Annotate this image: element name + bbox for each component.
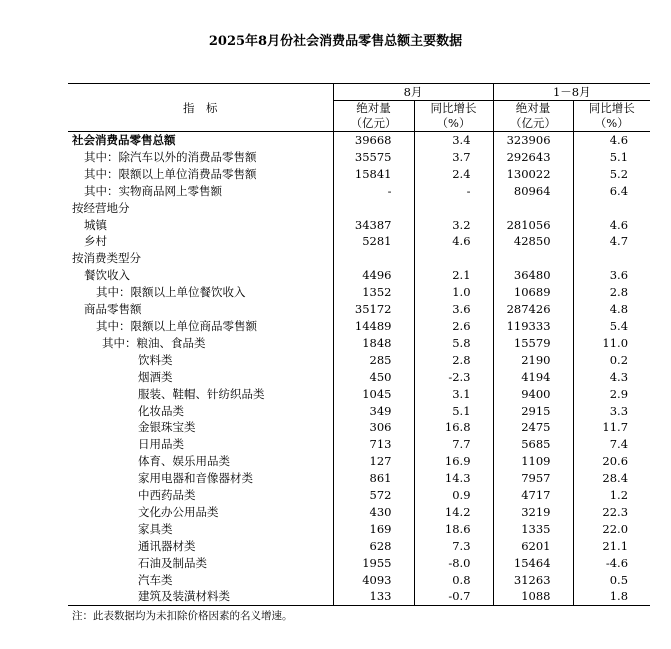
aug-growth-value: 3.4	[414, 132, 493, 149]
aug-growth-value: 3.1	[414, 386, 493, 403]
row-label: 其中：限额以上单位消费品零售额	[84, 166, 257, 181]
ytd-growth-value: 4.8	[573, 301, 650, 318]
ytd-absolute-value: 1088	[493, 588, 573, 605]
ytd-growth-value: 20.6	[573, 453, 650, 470]
table-row	[68, 386, 650, 403]
abs-header-1: 绝对量	[333, 101, 414, 117]
document-title: 2025年8月份社会消费品零售总额主要数据	[208, 34, 463, 49]
table-body	[68, 84, 650, 606]
period-header-august: 8月	[333, 84, 493, 101]
table-row	[68, 352, 650, 369]
aug-growth-value: 0.8	[414, 572, 493, 589]
ytd-growth-value: 11.0	[573, 335, 650, 352]
abs-header-2: 绝对量	[493, 101, 573, 117]
aug-growth-value: 3.7	[414, 149, 493, 166]
aug-growth-value: -0.7	[414, 588, 493, 605]
aug-growth-value: 3.2	[414, 217, 493, 234]
ytd-absolute-value: 287426	[493, 301, 573, 318]
row-label: 金银珠宝类	[138, 420, 196, 435]
aug-growth-value: 5.1	[414, 403, 493, 420]
table-row	[68, 284, 650, 301]
table-row	[68, 301, 650, 318]
aug-absolute-value: 572	[333, 487, 414, 504]
ytd-absolute-value: 10689	[493, 284, 573, 301]
table-row	[68, 538, 650, 555]
table-row	[68, 369, 650, 386]
aug-absolute-value: 1955	[333, 555, 414, 572]
aug-growth-value: 16.9	[414, 453, 493, 470]
row-label: 通讯器材类	[138, 538, 196, 553]
ytd-absolute-value: 7957	[493, 470, 573, 487]
aug-growth-value: 2.6	[414, 318, 493, 335]
aug-growth-value: 2.4	[414, 166, 493, 183]
ytd-growth-value: 22.0	[573, 521, 650, 538]
ytd-absolute-value: 31263	[493, 572, 573, 589]
aug-absolute-value: 34387	[333, 217, 414, 234]
table-row	[68, 403, 650, 420]
table-row	[68, 572, 650, 589]
row-label: 城镇	[84, 217, 107, 232]
aug-growth-value: 4.6	[414, 233, 493, 250]
abs-unit-1: （亿元）	[333, 116, 414, 132]
row-label: 汽车类	[138, 572, 173, 587]
ytd-absolute-value: 2475	[493, 419, 573, 436]
ytd-absolute-value: 323906	[493, 132, 573, 149]
aug-growth-value: 7.7	[414, 436, 493, 453]
aug-absolute-value: 713	[333, 436, 414, 453]
row-label: 按消费类型分	[72, 251, 141, 266]
table-row	[68, 521, 650, 538]
ytd-growth-value: 4.6	[573, 132, 650, 149]
ytd-absolute-value	[493, 250, 573, 267]
aug-absolute-value: 4496	[333, 267, 414, 284]
ytd-absolute-value: 1109	[493, 453, 573, 470]
row-label: 建筑及装潢材料类	[68, 588, 333, 605]
growth-header-2: 同比增长	[573, 101, 650, 117]
ytd-growth-value: 0.2	[573, 352, 650, 369]
row-label: 其中：粮油、食品类	[102, 335, 206, 350]
aug-growth-value: 2.8	[414, 352, 493, 369]
aug-absolute-value: 127	[333, 453, 414, 470]
aug-growth-value: -	[414, 183, 493, 200]
table-row	[68, 588, 650, 605]
row-label: 乡村	[84, 234, 107, 249]
row-label: 日用品类	[138, 437, 184, 452]
aug-growth-value: 16.8	[414, 419, 493, 436]
ytd-growth-value: 7.4	[573, 436, 650, 453]
ytd-absolute-value: 292643	[493, 149, 573, 166]
ytd-growth-value: -4.6	[573, 555, 650, 572]
ytd-absolute-value: 5685	[493, 436, 573, 453]
aug-growth-value: 18.6	[414, 521, 493, 538]
ytd-growth-value: 22.3	[573, 504, 650, 521]
table-row	[68, 132, 650, 149]
aug-growth-value: 3.6	[414, 301, 493, 318]
table-row	[68, 470, 650, 487]
ytd-growth-value: 5.1	[573, 149, 650, 166]
ytd-growth-value: 2.8	[573, 284, 650, 301]
ytd-absolute-value: 2915	[493, 403, 573, 420]
aug-growth-value: 1.0	[414, 284, 493, 301]
header-row-periods	[68, 84, 650, 101]
ytd-absolute-value: 281056	[493, 217, 573, 234]
row-label: 餐饮收入	[84, 268, 130, 283]
aug-absolute-value	[333, 250, 414, 267]
ytd-absolute-value: 2190	[493, 352, 573, 369]
aug-absolute-value	[333, 200, 414, 217]
aug-absolute-value: 39668	[333, 132, 414, 149]
ytd-absolute-value: 1335	[493, 521, 573, 538]
table-footnote: 注：此表数据均为未扣除价格因素的名义增速。	[72, 610, 293, 622]
ytd-growth-value: 2.9	[573, 386, 650, 403]
table-row	[68, 335, 650, 352]
ytd-growth-value: 5.2	[573, 166, 650, 183]
row-label: 烟酒类	[138, 369, 173, 384]
row-label: 文化办公用品类	[138, 504, 219, 519]
aug-absolute-value: 285	[333, 352, 414, 369]
table-row	[68, 149, 650, 166]
growth-unit-2: （%）	[573, 116, 650, 132]
aug-growth-value: 14.3	[414, 470, 493, 487]
table-row	[68, 183, 650, 200]
row-label: 饮料类	[138, 352, 173, 367]
table-row	[68, 233, 650, 250]
aug-growth-value: -2.3	[414, 369, 493, 386]
ytd-growth-value: 4.7	[573, 233, 650, 250]
table-row	[68, 250, 650, 267]
aug-growth-value: -8.0	[414, 555, 493, 572]
aug-absolute-value: 35172	[333, 301, 414, 318]
indicator-header: 指 标	[68, 84, 333, 132]
ytd-growth-value: 4.3	[573, 369, 650, 386]
ytd-absolute-value: 4194	[493, 369, 573, 386]
aug-growth-value: 7.3	[414, 538, 493, 555]
row-label: 社会消费品零售总额	[72, 133, 176, 147]
ytd-growth-value: 6.4	[573, 183, 650, 200]
aug-absolute-value: 1848	[333, 335, 414, 352]
ytd-growth-value: 21.1	[573, 538, 650, 555]
aug-absolute-value: 15841	[333, 166, 414, 183]
aug-absolute-value: 133	[333, 588, 414, 605]
ytd-absolute-value: 15579	[493, 335, 573, 352]
row-label: 商品零售额	[84, 302, 142, 317]
ytd-growth-value: 28.4	[573, 470, 650, 487]
aug-growth-value	[414, 200, 493, 217]
ytd-absolute-value: 42850	[493, 233, 573, 250]
ytd-absolute-value: 80964	[493, 183, 573, 200]
table-row	[68, 166, 650, 183]
ytd-absolute-value: 36480	[493, 267, 573, 284]
row-label: 其中：实物商品网上零售额	[84, 183, 222, 198]
ytd-growth-value: 0.5	[573, 572, 650, 589]
table-row	[68, 419, 650, 436]
aug-growth-value: 0.9	[414, 487, 493, 504]
aug-growth-value: 2.1	[414, 267, 493, 284]
ytd-growth-value: 5.4	[573, 318, 650, 335]
row-label: 家具类	[138, 521, 173, 536]
aug-growth-value: 14.2	[414, 504, 493, 521]
aug-absolute-value: 450	[333, 369, 414, 386]
ytd-growth-value	[573, 200, 650, 217]
ytd-growth-value: 4.6	[573, 217, 650, 234]
aug-absolute-value: 861	[333, 470, 414, 487]
table-row	[68, 318, 650, 335]
aug-growth-value: 5.8	[414, 335, 493, 352]
row-label: 其中：限额以上单位餐饮收入	[96, 285, 246, 300]
ytd-absolute-value: 3219	[493, 504, 573, 521]
aug-absolute-value: 349	[333, 403, 414, 420]
ytd-absolute-value: 4717	[493, 487, 573, 504]
row-label: 中西药品类	[138, 488, 196, 503]
aug-absolute-value: 4093	[333, 572, 414, 589]
aug-absolute-value: 35575	[333, 149, 414, 166]
ytd-absolute-value: 6201	[493, 538, 573, 555]
row-label: 石油及制品类	[138, 555, 207, 570]
ytd-growth-value: 3.3	[573, 403, 650, 420]
growth-header-1: 同比增长	[414, 101, 493, 117]
row-label: 化妆品类	[138, 403, 184, 418]
table-row	[68, 504, 650, 521]
table-row	[68, 487, 650, 504]
aug-absolute-value: 628	[333, 538, 414, 555]
row-label: 服装、鞋帽、针纺织品类	[138, 386, 265, 401]
aug-absolute-value: 430	[333, 504, 414, 521]
table-row	[68, 453, 650, 470]
ytd-growth-value	[573, 250, 650, 267]
row-label: 家用电器和音像器材类	[138, 471, 253, 486]
aug-absolute-value: 169	[333, 521, 414, 538]
ytd-absolute-value: 119333	[493, 318, 573, 335]
aug-absolute-value: 1045	[333, 386, 414, 403]
table-row	[68, 436, 650, 453]
row-label: 体育、娱乐用品类	[138, 454, 230, 469]
aug-absolute-value: -	[333, 183, 414, 200]
ytd-growth-value: 1.8	[573, 588, 650, 605]
table-row	[68, 217, 650, 234]
ytd-absolute-value: 130022	[493, 166, 573, 183]
table-row	[68, 555, 650, 572]
retail-sales-table	[68, 83, 650, 606]
table-row	[68, 267, 650, 284]
ytd-growth-value: 3.6	[573, 267, 650, 284]
ytd-absolute-value: 9400	[493, 386, 573, 403]
aug-growth-value	[414, 250, 493, 267]
aug-absolute-value: 1352	[333, 284, 414, 301]
aug-absolute-value: 14489	[333, 318, 414, 335]
period-header-jan-aug: 1－8月	[493, 84, 650, 101]
growth-unit-1: （%）	[414, 116, 493, 132]
aug-absolute-value: 306	[333, 419, 414, 436]
table-row	[68, 200, 650, 217]
ytd-growth-value: 1.2	[573, 487, 650, 504]
ytd-absolute-value: 15464	[493, 555, 573, 572]
ytd-growth-value: 11.7	[573, 419, 650, 436]
row-label: 其中：除汽车以外的消费品零售额	[84, 149, 257, 164]
aug-absolute-value: 5281	[333, 233, 414, 250]
row-label: 按经营地分	[72, 200, 130, 215]
abs-unit-2: （亿元）	[493, 116, 573, 132]
ytd-absolute-value	[493, 200, 573, 217]
row-label: 其中：限额以上单位商品零售额	[96, 318, 257, 333]
